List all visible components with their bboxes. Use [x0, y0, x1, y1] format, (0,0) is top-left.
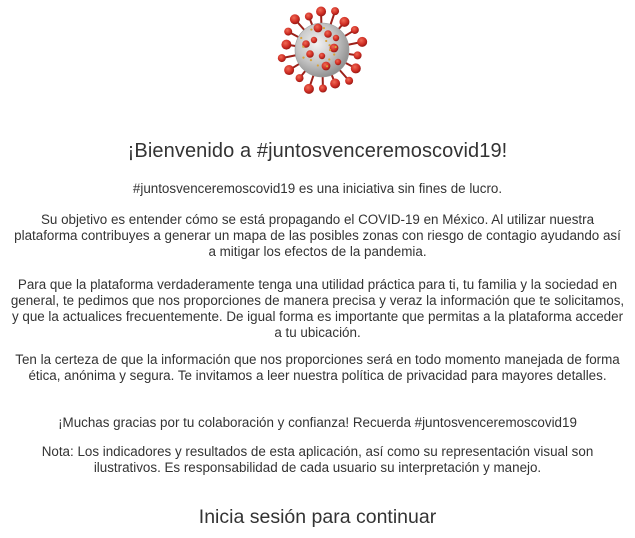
- intro-nonprofit-text: #juntosvenceremoscovid19 es una iniciativa sin fines de lucro.: [132, 181, 503, 196]
- coronavirus-icon: [276, 4, 368, 96]
- intro-objective-text: Su objetivo es entender cómo se está propagando el COVID-19 en México. Al utilizar nuestra plataforma contribuyes a generar un mapa de las posibles zonas con riesgo de contagio ayudando así a mitigar los efectos de la pandemia.: [14, 212, 621, 259]
- login-prompt-link[interactable]: Inicia sesión para continuar: [198, 506, 437, 528]
- intro-usage-text: Para que la plataforma verdaderamente tenga una utilidad práctica para ti, tu familia y la sociedad en general, te pedimos que nos proporciones de manera precisa y veraz la información que te solicitamos, y que la actualices frecuentemente. De igual forma es importante que permitas a la plataforma acceder a tu ubicación.: [10, 277, 625, 340]
- intro-thanks-text: ¡Muchas gracias por tu colaboración y confianza! Recuerda #juntosvenceremoscovid19: [58, 415, 577, 430]
- page-title: ¡Bienvenido a #juntosvenceremoscovid19!: [127, 140, 508, 162]
- intro-privacy-text: Ten la certeza de que la información que nos proporciones será en todo momento manejada de forma ética, anónima y segura. Te invitamos a leer nuestra política de privacidad para mayores detalles.: [15, 352, 620, 383]
- intro-disclaimer-text: Nota: Los indicadores y resultados de esta aplicación, así como su representación visual son ilustrativos. Es responsabilidad de cada usuario su interpretación y manejo.: [41, 444, 594, 475]
